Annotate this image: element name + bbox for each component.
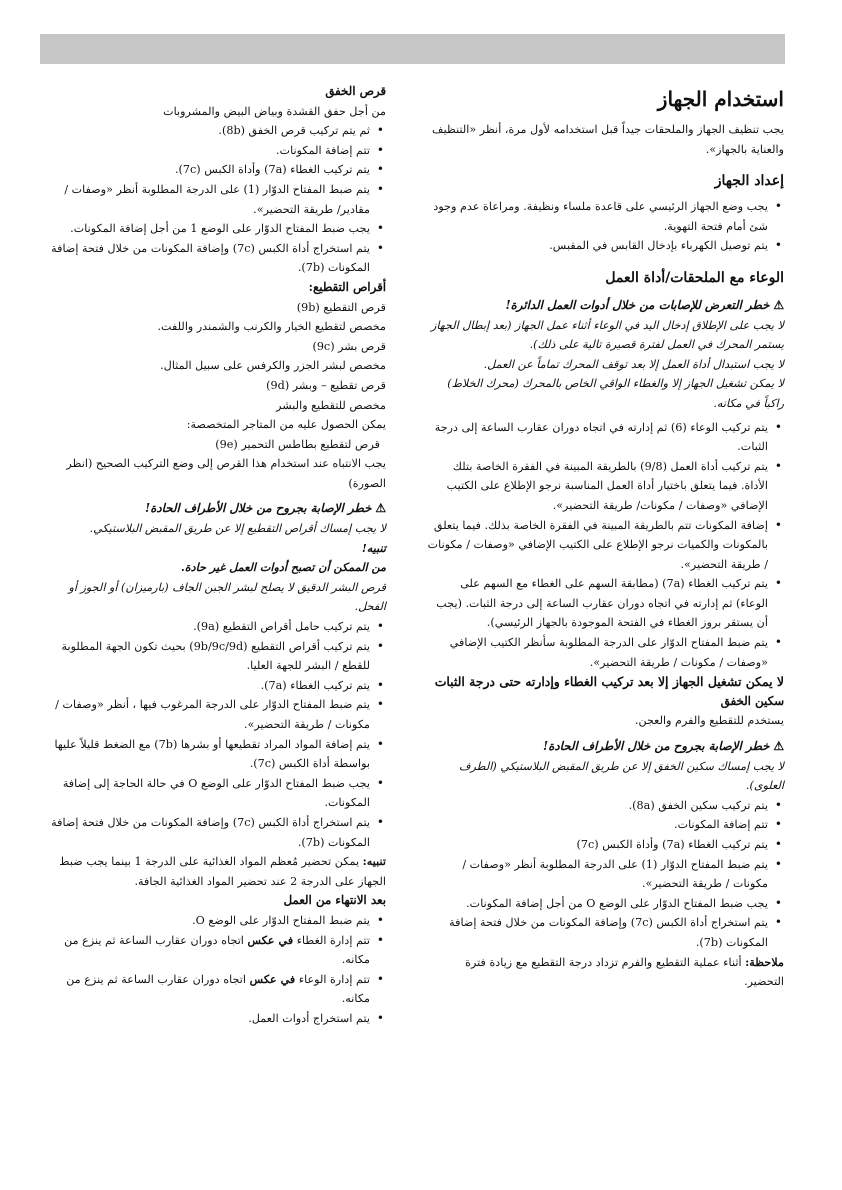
bowl-heading: الوعاء مع الملحقات/أداة العمل [605,269,784,286]
warning-line: لا يجب استبدال أداة العمل إلا بعد توقف المحرك تماماً عن العمل. [483,357,784,371]
available-text: يمكن الحصول عليه من المتاجر المتخصصة: [186,418,386,432]
list-item: • يتم استخراج أداة الكبس (7c) وإضافة المكونات من خلال فتحة إضافة المكونات (7b). [40,239,370,278]
disc-name: قرص بشر (9c) [312,339,386,353]
left-column [40,82,386,1029]
list-item: • يتم ضبط المفتاح الدوّار (1) على الدرجة المطلوبة أنظر «وصفات / مكونات / طريقة التحضير». [425,855,768,894]
list-item: • تتم إدارة الغطاء في عكس اتجاه دوران عقارب الساعة ثم ينزع من مكانه. [40,931,370,970]
bold-note: لا يمكن تشغيل الجهاز إلا بعد تركيب الغطاء وإدارته حتى درجة الثبات [434,674,784,690]
disc-desc: مخصص لتقطيع الخيار والكرنب والشمندر واللفت. [157,320,386,334]
list-item: • يتم استخراج أداة الكبس (7c) وإضافة المكونات من خلال فتحة إضافة المكونات (7b). [40,813,370,852]
discs-warning-text: لا يجب إمساك أقراص التقطيع إلا عن طريق المقبض البلاستيكي. [89,522,386,536]
disc-desc: مخصص للتقطيع والبشر [276,398,386,412]
list-item: • يتم تركيب أداة العمل (9/8) بالطريقة المبينة في الفقرة الخاصة بتلك الأداة. فيما يتعلق باختيار أداة العمل المناسبة نرجو الإطلاع على الكتيب الإضافي «وصفات / مكونات/ طريقة التحضير». [425,457,768,516]
knife-list [425,796,784,953]
list-item: • تتم إضافة المكونات. [40,141,370,161]
list-item: • إضافة المكونات تتم بالطريقة المبينة في الفقرة الخاصة بذلك. فيما يتعلق بالمكونات والكميات نرجو الإطلاع على الكتيب الإضافي «وصفات / مكونات / طريقة التحضير». [425,516,768,575]
list-item: • يتم ضبط المفتاح الدوّار على الدرجة المرغوب فيها ، أنظر «وصفات / مكونات / طريقة التحضير». [40,695,370,734]
list-item: • يتم تركيب سكين الخفق (8a). [425,796,768,816]
intro-text: يجب تنظيف الجهاز والملحقات جيداً قبل استخدامه لأول مرة، أنظر «التنظيف والعناية بالجهاز». [431,123,784,156]
warning-icon: ⚠ [773,739,784,754]
setup-heading: إعداد الجهاز [714,173,784,190]
knife-note: ملاحظة: أثناء عملية التقطيع والفرم تزداد درجة التقطيع مع زيادة فترة التحضير. [465,954,784,989]
list-item: • يتم ضبط المفتاح الدوّار على الوضع O. [40,911,370,931]
knife-heading: سكين الخفق [720,693,784,708]
discs-list [40,617,386,852]
knife-desc: يستخدم للتقطيع والفرم والعجن. [634,714,784,728]
warning-line: لا يجب على الإطلاق إدخال اليد في الوعاء أثناء عمل الجهاز (بعد إبطال الجهاز يستمر المحرك في العمل لفترة قصيرة تالية على ذلك). [431,318,784,352]
page-title: استخدام الجهاز [657,87,784,111]
whisk-desc: من أجل حفق القشدة وبياض البيض والمشروبات [163,104,386,118]
list-item: • يتم تركيب الغطاء (7a) وأداة الكبس (7c) [425,835,768,855]
discs-warning: ⚠خطر الإصابة بجروح من خلال الأطراف الحادة! [40,499,386,519]
disc-name: قرص التقطيع (9b) [296,300,386,314]
list-item: • يتم ضبط المفتاح الدوّار على الدرجة المطلوبة سأنظر الكتيب الإضافي «وصفات / مكونات / طريقة التحضير». [425,633,768,672]
list-item: • يجب ضبط المفتاح الدوّار على الوضع O من أجل إضافة المكونات. [425,894,768,914]
caution-bold: من الممكن أن تصبح أدوات العمل غير حادة. [180,560,386,575]
list-item: • ثم يتم تركيب قرص الخفق (8b). [40,121,370,141]
setup-list [425,197,784,256]
knife-warning-text: لا يجب إمساك سكين الخفق إلا عن طريق المقبض البلاستيكي (الطرف العلوى). [458,759,784,793]
whisk-list [40,121,386,278]
list-item: • يجب ضبط المفتاح الدوّار على الوضع 1 من أجل إضافة المكونات. [40,219,370,239]
list-item: • يجب وضع الجهاز الرئيسي على قاعدة ملساء ونظيفة. ومراعاة عدم وجود شئ أمام فتحة التهوية. [425,197,768,236]
warning-line: لا يمكن تشغيل الجهاز إلا والغطاء الواقي الخاص بالمحرك (محرك الخلاط) راكباً في مكانه. [447,377,784,410]
list-item: • يتم تركيب حامل أقراص التقطيع (9a). [40,617,370,637]
list-item: • يتم استخراج أدوات العمل. [40,1009,370,1029]
list-item: • يتم ضبط المفتاح الدوّار (1) على الدرجة المطلوبة أنظر «وصفات / مقادير/ طريقة التحضير». [40,180,370,219]
knife-warning: ⚠خطر الإصابة بجروح من خلال الأطراف الحادة! [425,737,784,757]
list-item: • تتم إدارة الوعاء في عكس اتجاه دوران عقارب الساعة ثم ينزع من مكانه. [40,970,370,1009]
list-item: • يتم تركيب الوعاء (6) ثم إدارته في اتجاه دوران عقارب الساعة إلى درجة الثبات. [425,418,768,457]
list-item: • يتم تركيب أقراص التقطيع (9b/9c/9d) بحيث تكون الجهة المطلوبة للقطع / البشر للجهة العليا. [40,637,370,676]
list-item: • يتم تركيب الغطاء (7a) وأداة الكبس (7c). [40,160,370,180]
bowl-list [425,418,784,673]
list-item: • تتم إضافة المكونات. [425,815,768,835]
warning-icon: ⚠ [375,501,386,516]
caution-text: قرص البشر الدقيق لا يصلح لبشر الجبن الجاف (بارميزان) أو الجوز أو الفحل. [68,580,386,614]
list-item: • يتم توصيل الكهرباء بإدخال القابس في المقبس. [425,236,768,256]
list-item: • يتم استخراج أداة الكبس (7c) وإضافة المكونات من خلال فتحة إضافة المكونات (7b). [425,913,768,952]
discs-heading: أقراص التقطيع: [308,279,386,294]
list-item: • يتم تركيب الغطاء (7a). [40,676,370,696]
right-column [425,82,784,992]
header-bar [40,34,785,64]
tip-text: تنبيه: يمكن تحضير مُعظم المواد الغذائية على الدرجة 1 بينما يجب ضبط الجهاز على الدرجة 2 عند تحضير المواد الغذائية الجافة. [59,854,386,888]
optional-disc: قرص لتقطيع بطاطس التحمير (9e) [215,437,380,451]
after-heading: بعد الانتهاء من العمل [283,893,386,908]
caution-label: تنبيه! [361,540,386,555]
bowl-warning: ⚠خطر التعرض للإصابات من خلال أدوات العمل الدائرة! [425,296,784,316]
warning-icon: ⚠ [773,297,784,312]
list-item: • يتم إضافة المواد المراد تقطيعها أو بشرها (7b) مع الضغط قليلاً عليها بواسطة أداة الكبس (7c). [40,735,370,774]
whisk-heading: قرص الخفق [325,84,386,98]
after-list [40,911,386,1029]
list-item: • يجب ضبط المفتاح الدوّار على الوضع O في حالة الحاجة إلى إضافة المكونات. [40,774,370,813]
list-item: • يتم تركيب الغطاء (7a) (مطابقة السهم على الغطاء مع السهم على الوعاء) ثم إدارته في اتجاه دوران عقارب الساعة إلى درجة الثبات. (يجب أن يستقر بروز الغطاء في الفتحة الموجودة بالجهاز الرئيسي). [425,574,768,633]
attention-text: يجب الانتباه عند استخدام هذا القرص إلى وضع التركيب الصحيح (انظر الصورة) [66,457,386,490]
disc-name: قرص تقطيع – وبشر (9d) [266,378,386,392]
disc-desc: مخصص لبشر الجزر والكرفس على سبيل المثال. [160,359,386,373]
